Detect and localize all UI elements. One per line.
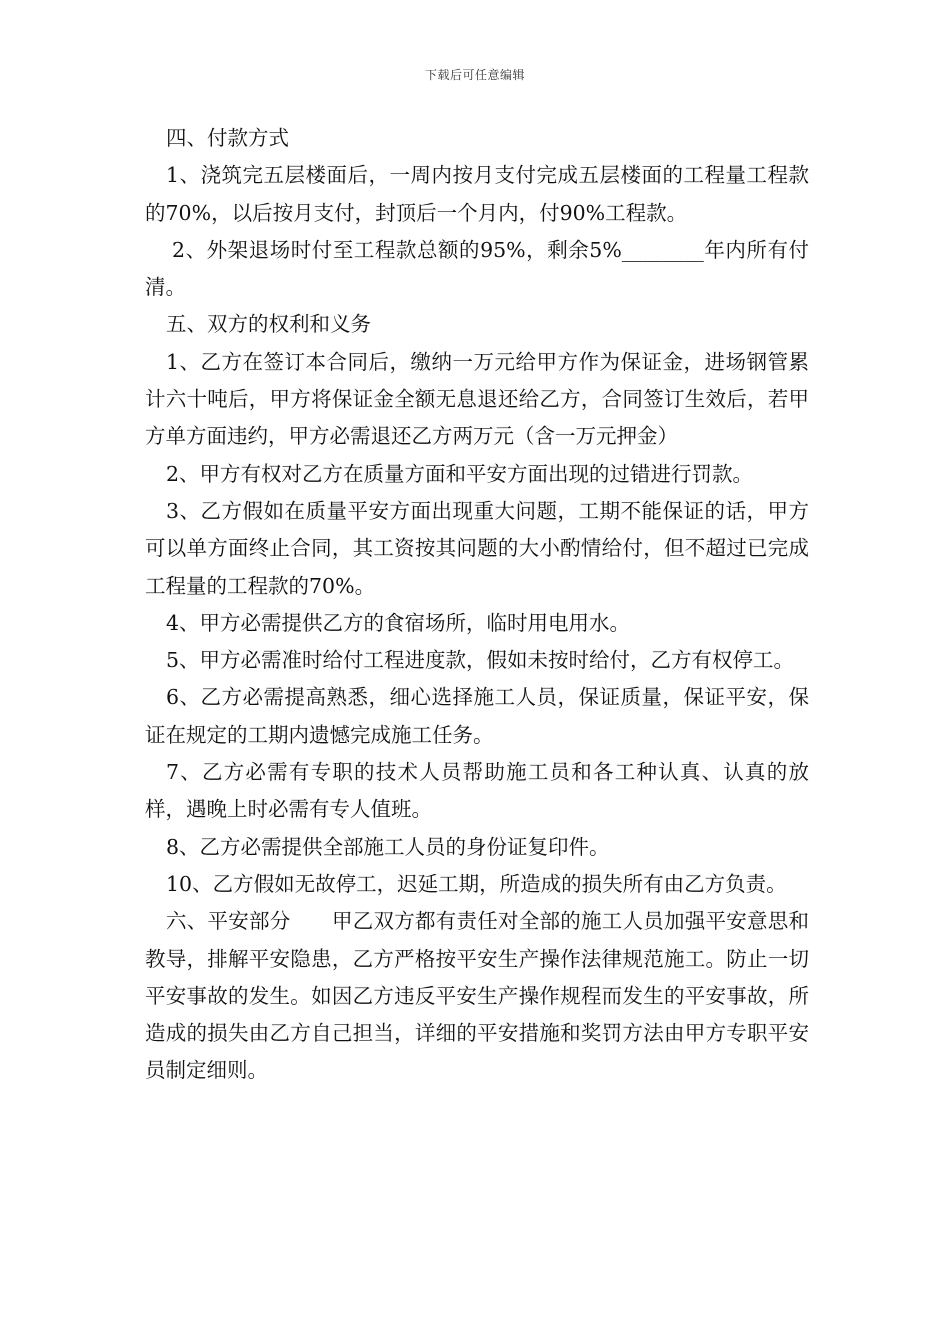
paragraph-rights-10: 10、乙方假如无故停工，迟延工期，所造成的损失所有由乙方负责。 [166,871,787,896]
paragraph-rights-8: 8、乙方必需提供全部施工人员的身份证复印件。 [166,834,610,859]
paragraph-rights-4: 4、甲方必需提供乙方的食宿场所，临时用电用水。 [166,610,631,635]
section-heading-payment: 四、付款方式 [166,126,289,150]
section-heading-rights: 五、双方的权利和义务 [166,312,371,337]
paragraph-rights-6: 6、乙方必需提高熟悉，细心选择施工人员，保证质量，保证平安，保证在规定的工期内遗憾完成施工任务。 [145,685,809,747]
paragraph-rights-5: 5、甲方必需准时给付工程进度款，假如未按时给付，乙方有权停工。 [166,648,795,673]
paragraph-safety: 六、平安部分 甲乙双方都有责任对全部的施工人员加强平安意思和教导，排解平安隐患，乙方严格按平安生产操作法律规范施工。防止一切平安事故的发生。如因乙方违反平安生产操作规程而发生的平安事故，所造成的损失由乙方自己担当，详细的平安措施和奖罚方法由甲方专职平安员制定细则。 [145,909,809,1083]
paragraph-payment-2: 2、外架退场时付至工程款总额的95%，剩余5%________年内所有付清。 [145,237,809,300]
paragraph-rights-7: 7、乙方必需有专职的技术人员帮助施工员和各工种认真、认真的放样，遇晚上时必需有专人值班。 [145,760,809,822]
paragraph-rights-2: 2、甲方有权对乙方在质量方面和平安方面出现的过错进行罚款。 [166,461,754,486]
document-body [145,120,809,1090]
page-header: 下载后可任意编辑 [424,68,525,82]
paragraph-rights-1: 1、乙方在签订本合同后，缴纳一万元给甲方作为保证金，进场钢管累计六十吨后，甲方将保证金全额无息退还给乙方，合同签订生效后，若甲方单方面违约，甲方必需退还乙方两万元（含一万元押金） [145,349,809,449]
paragraph-payment-1: 1、浇筑完五层楼面后，一周内按月支付完成五层楼面的工程量工程款的70%，以后按月支付，封顶后一个月内，付90%工程款。 [145,163,809,225]
paragraph-rights-3: 3、乙方假如在质量平安方面出现重大问题，工期不能保证的话，甲方可以单方面终止合同，其工资按其问题的大小酌情给付，但不超过已完成工程量的工程款的70%。 [145,498,809,598]
